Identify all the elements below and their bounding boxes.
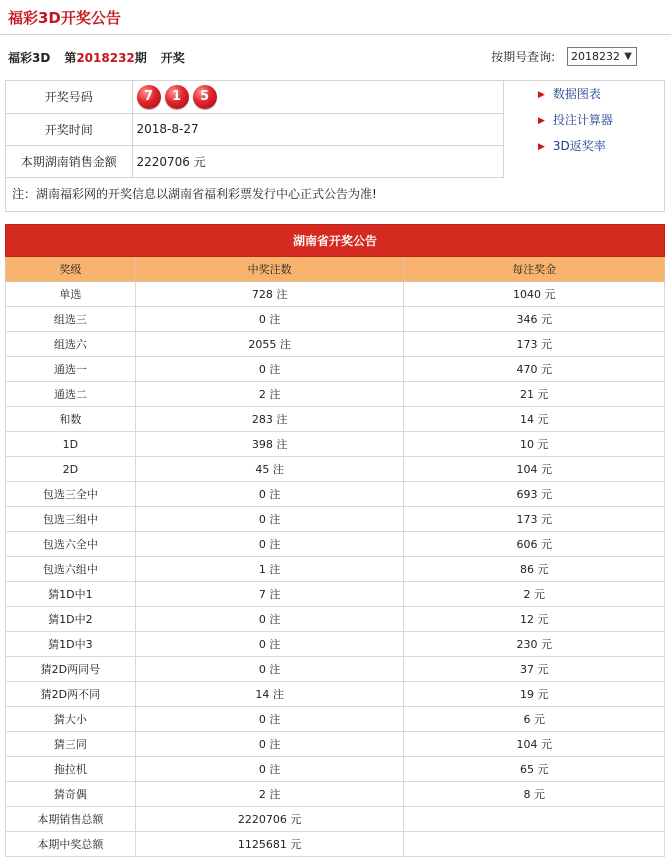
prize-amount-cell: 65 元 [404,757,665,782]
link-bet-calculator[interactable]: ▶ 投注计算器 [538,113,613,127]
column-header: 中奖注数 [135,257,404,282]
winner-count-cell: 728 注 [135,282,404,307]
draw-info-table [6,81,504,178]
prize-level-cell: 包选六组中 [6,557,136,582]
draw-ball: 1 [165,85,189,109]
sales-label: 本期湖南销售金额 [6,145,132,177]
prize-level-cell: 猜1D中3 [6,632,136,657]
page-title: 福彩3D开奖公告 [8,9,121,27]
prize-amount-cell: 693 元 [404,482,665,507]
prize-level-cell: 猜1D中1 [6,582,136,607]
prize-amount-cell: 14 元 [404,407,665,432]
table-row [6,557,665,582]
prize-amount-cell: 1040 元 [404,282,665,307]
table-row [6,332,665,357]
prize-amount-cell: 346 元 [404,307,665,332]
chevron-down-icon: ▼ [624,51,632,62]
table-row [6,807,665,832]
winner-count-cell: 2 注 [135,382,404,407]
issue-suffix: 期 [134,51,147,65]
prize-amount-cell: 19 元 [404,682,665,707]
prize-amount-cell: 2 元 [404,582,665,607]
table-row [6,832,665,857]
table-row [6,407,665,432]
winner-count-cell: 0 注 [135,707,404,732]
prize-amount-cell: 6 元 [404,707,665,732]
winner-count-cell: 14 注 [135,682,404,707]
prize-amount-cell [404,807,665,832]
issue-number: 2018232 [76,51,135,65]
winner-count-cell: 0 注 [135,507,404,532]
winner-count-cell: 0 注 [135,757,404,782]
prize-level-cell: 猜奇偶 [6,782,136,807]
prize-level-cell: 猜三同 [6,732,136,757]
table-row [6,357,665,382]
winner-count-cell: 0 注 [135,657,404,682]
prize-level-cell: 猜1D中2 [6,607,136,632]
prize-amount-cell: 104 元 [404,457,665,482]
prize-level-cell: 猜2D两不同 [6,682,136,707]
prize-amount-cell [404,832,665,857]
title-bar [0,0,671,35]
issue-row [0,36,671,80]
prize-level-cell: 1D [6,432,136,457]
draw-info-box [5,80,665,212]
prize-amount-cell: 173 元 [404,332,665,357]
prize-table-header [6,257,665,282]
table-row [6,732,665,757]
column-header: 每注奖金 [404,257,665,282]
table-row [6,757,665,782]
table-row [6,582,665,607]
prize-amount-cell: 12 元 [404,607,665,632]
table-row [6,707,665,732]
triangle-right-icon: ▶ [538,90,545,100]
period-query-label: 按期号查询: [491,50,556,64]
prize-level-cell: 2D [6,457,136,482]
prize-amount-cell: 37 元 [404,657,665,682]
table-row [6,782,665,807]
prize-level-cell: 包选六全中 [6,532,136,557]
winner-count-cell: 0 注 [135,632,404,657]
winner-count-cell: 2 注 [135,782,404,807]
winner-count-cell: 2055 注 [135,332,404,357]
prize-amount-cell: 470 元 [404,357,665,382]
table-row [6,432,665,457]
draw-number-label: 开奖号码 [6,81,132,113]
draw-date-label: 开奖时间 [6,113,132,145]
winner-count-cell: 0 注 [135,607,404,632]
link-return-rate[interactable]: ▶ 3D返奖率 [538,139,606,153]
table-row [6,657,665,682]
table-row [6,607,665,632]
period-select[interactable] [567,47,637,66]
prize-amount-cell: 10 元 [404,432,665,457]
link-data-chart[interactable]: ▶ 数据图表 [538,87,601,101]
table-row [6,382,665,407]
winner-count-cell: 1125681 元 [135,832,404,857]
draw-balls [132,81,504,113]
prize-level-cell: 和数 [6,407,136,432]
draw-date-value: 2018-8-27 [132,113,504,145]
winner-count-cell: 0 注 [135,532,404,557]
prize-level-cell: 通选一 [6,357,136,382]
table-row [6,282,665,307]
prize-level-cell: 组选六 [6,332,136,357]
issue-prefix: 第 [64,51,77,65]
issue-heading [8,49,185,66]
sales-value: 2220706 元 [132,145,504,177]
prize-table-title: 湖南省开奖公告 [6,225,665,257]
table-row [6,482,665,507]
prize-level-cell: 通选二 [6,382,136,407]
prize-amount-cell: 230 元 [404,632,665,657]
prize-level-cell: 组选三 [6,307,136,332]
winner-count-cell: 398 注 [135,432,404,457]
table-row [6,682,665,707]
prize-amount-cell: 8 元 [404,782,665,807]
winner-count-cell: 0 注 [135,482,404,507]
prize-level-cell: 包选三组中 [6,507,136,532]
prize-amount-cell: 21 元 [404,382,665,407]
table-row [6,632,665,657]
period-query [491,47,637,66]
draw-ball: 7 [137,85,161,109]
prize-amount-cell: 104 元 [404,732,665,757]
prize-level-cell: 猜大小 [6,707,136,732]
triangle-right-icon: ▶ [538,142,545,152]
prize-level-cell: 拖拉机 [6,757,136,782]
prize-level-cell: 包选三全中 [6,482,136,507]
prize-table [5,224,665,857]
table-row [6,532,665,557]
game-name: 福彩3D [8,51,51,65]
triangle-right-icon: ▶ [538,116,545,126]
table-row [6,307,665,332]
issue-action: 开奖 [160,51,185,65]
period-select-value: 2018232 [571,50,620,63]
winner-count-cell: 283 注 [135,407,404,432]
winner-count-cell: 1 注 [135,557,404,582]
winner-count-cell: 7 注 [135,582,404,607]
prize-level-cell: 单选 [6,282,136,307]
prize-level-cell: 猜2D两同号 [6,657,136,682]
winner-count-cell: 45 注 [135,457,404,482]
winner-count-cell: 0 注 [135,732,404,757]
prize-amount-cell: 86 元 [404,557,665,582]
table-row [6,507,665,532]
winner-count-cell: 2220706 元 [135,807,404,832]
prize-level-cell: 本期中奖总额 [6,832,136,857]
column-header: 奖级 [6,257,136,282]
side-links [538,87,613,165]
table-row [6,457,665,482]
prize-level-cell: 本期销售总额 [6,807,136,832]
winner-count-cell: 0 注 [135,307,404,332]
notice-text: 注：湖南福彩网的开奖信息以湖南省福利彩票发行中心正式公告为准! [12,187,377,201]
winner-count-cell: 0 注 [135,357,404,382]
draw-ball: 5 [193,85,217,109]
prize-amount-cell: 606 元 [404,532,665,557]
prize-amount-cell: 173 元 [404,507,665,532]
